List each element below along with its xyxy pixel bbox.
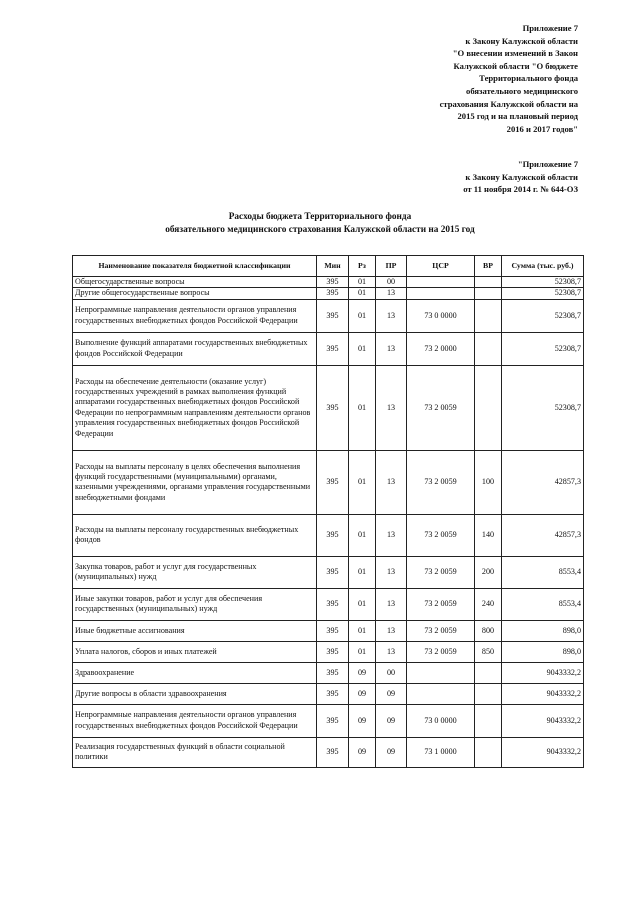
cell-csr xyxy=(407,683,475,704)
budget-table xyxy=(72,255,584,768)
cell-name: Реализация государственных функций в области социальной политики xyxy=(73,737,317,767)
cell-rz: 09 xyxy=(349,737,376,767)
table-row xyxy=(73,288,584,299)
cell-rz: 01 xyxy=(349,620,376,641)
cell-name: Другие вопросы в области здравоохранения xyxy=(73,683,317,704)
cell-name: Расходы на выплаты персоналу государственных внебюджетных фондов xyxy=(73,514,317,556)
cell-vr: 100 xyxy=(475,450,502,514)
table-row xyxy=(73,641,584,662)
cell-vr xyxy=(475,299,502,332)
cell-min: 395 xyxy=(317,332,349,365)
cell-pr: 13 xyxy=(376,514,407,556)
cell-csr: 73 1 0000 xyxy=(407,737,475,767)
table-row xyxy=(73,277,584,288)
appendix-line: обязательного медицинского xyxy=(466,85,578,96)
cell-rz: 01 xyxy=(349,277,376,288)
title-line-2: обязательного медицинского страхования Калужской области на 2015 год xyxy=(165,225,475,235)
appendix-line: "О внесении изменений в Закон xyxy=(452,48,578,59)
cell-rz: 01 xyxy=(349,556,376,588)
cell-min: 395 xyxy=(317,620,349,641)
cell-rz: 01 xyxy=(349,288,376,299)
table-row xyxy=(73,737,584,767)
cell-pr: 13 xyxy=(376,332,407,365)
cell-sum: 52308,7 xyxy=(502,299,584,332)
cell-sum: 9043332,2 xyxy=(502,662,584,683)
table-row xyxy=(73,588,584,620)
cell-sum: 9043332,2 xyxy=(502,737,584,767)
cell-min: 395 xyxy=(317,288,349,299)
cell-min: 395 xyxy=(317,641,349,662)
cell-vr: 800 xyxy=(475,620,502,641)
cell-name: Непрограммные направления деятельности органов управления государственных внебюджетных фондов Российской Федерации xyxy=(73,299,317,332)
cell-pr: 09 xyxy=(376,737,407,767)
cell-csr: 73 2 0000 xyxy=(407,332,475,365)
cell-csr: 73 2 0059 xyxy=(407,514,475,556)
cell-name: Закупка товаров, работ и услуг для государственных (муниципальных) нужд xyxy=(73,556,317,588)
table-row xyxy=(73,299,584,332)
cell-sum: 8553,4 xyxy=(502,556,584,588)
cell-min: 395 xyxy=(317,662,349,683)
cell-min: 395 xyxy=(317,514,349,556)
table-row xyxy=(73,662,584,683)
cell-pr: 13 xyxy=(376,365,407,450)
cell-rz: 01 xyxy=(349,332,376,365)
table-row xyxy=(73,683,584,704)
cell-vr xyxy=(475,737,502,767)
cell-vr xyxy=(475,288,502,299)
cell-sum: 52308,7 xyxy=(502,277,584,288)
cell-sum: 9043332,2 xyxy=(502,683,584,704)
cell-vr: 200 xyxy=(475,556,502,588)
cell-csr: 73 2 0059 xyxy=(407,641,475,662)
cell-vr xyxy=(475,704,502,737)
cell-csr xyxy=(407,288,475,299)
cell-sum: 8553,4 xyxy=(502,588,584,620)
cell-rz: 09 xyxy=(349,662,376,683)
cell-name: Расходы на выплаты персоналу в целях обеспечения выполнения функций государственными (муниципальными) органами, казенными учреждениями, органами управления государственными внебюджетными фондами xyxy=(73,450,317,514)
table-row xyxy=(73,332,584,365)
cell-rz: 01 xyxy=(349,299,376,332)
cell-min: 395 xyxy=(317,683,349,704)
appendix-line: к Закону Калужской области xyxy=(465,171,578,182)
cell-min: 395 xyxy=(317,277,349,288)
cell-pr: 13 xyxy=(376,641,407,662)
cell-name: Иные бюджетные ассигнования xyxy=(73,620,317,641)
cell-vr: 140 xyxy=(475,514,502,556)
cell-pr: 13 xyxy=(376,299,407,332)
cell-csr: 73 0 0000 xyxy=(407,299,475,332)
table-row xyxy=(73,620,584,641)
header-csr: ЦСР xyxy=(407,256,475,277)
appendix-header-original xyxy=(463,158,578,196)
appendix-line: от 11 ноября 2014 г. № 644-ОЗ xyxy=(463,184,578,195)
cell-name: Расходы на обеспечение деятельности (оказание услуг) государственных учреждений в рамках выполнения функций аппаратами государственных внебюджетных фондов Российской Федерации по непрограммным направлениям деятельности органов управления государственных внебюджетных фондов Российской Федерации xyxy=(73,365,317,450)
cell-pr: 13 xyxy=(376,588,407,620)
appendix-line: Приложение 7 xyxy=(522,23,578,33)
cell-vr: 240 xyxy=(475,588,502,620)
header-pr: ПР xyxy=(376,256,407,277)
appendix-line: страхования Калужской области на xyxy=(439,98,578,109)
cell-rz: 09 xyxy=(349,704,376,737)
cell-min: 395 xyxy=(317,556,349,588)
header-name: Наименование показателя бюджетной классификации xyxy=(73,256,317,277)
cell-sum: 52308,7 xyxy=(502,332,584,365)
cell-rz: 01 xyxy=(349,450,376,514)
cell-csr: 73 2 0059 xyxy=(407,588,475,620)
cell-csr: 73 0 0000 xyxy=(407,704,475,737)
table-row xyxy=(73,365,584,450)
appendix-line: Калужской области "О бюджете xyxy=(453,60,578,71)
cell-sum: 42857,3 xyxy=(502,514,584,556)
cell-vr xyxy=(475,662,502,683)
cell-csr: 73 2 0059 xyxy=(407,450,475,514)
cell-vr xyxy=(475,365,502,450)
cell-pr: 09 xyxy=(376,704,407,737)
cell-min: 395 xyxy=(317,365,349,450)
table-header-row xyxy=(73,256,584,277)
cell-name: Уплата налогов, сборов и иных платежей xyxy=(73,641,317,662)
cell-name: Выполнение функций аппаратами государственных внебюджетных фондов Российской Федерации xyxy=(73,332,317,365)
cell-min: 395 xyxy=(317,704,349,737)
cell-sum: 52308,7 xyxy=(502,288,584,299)
cell-pr: 13 xyxy=(376,620,407,641)
cell-name: Непрограммные направления деятельности органов управления государственных внебюджетных фондов Российской Федерации xyxy=(73,704,317,737)
cell-rz: 01 xyxy=(349,514,376,556)
cell-pr: 00 xyxy=(376,277,407,288)
cell-pr: 13 xyxy=(376,450,407,514)
cell-name: Иные закупки товаров, работ и услуг для обеспечения государственных (муниципальных) нужд xyxy=(73,588,317,620)
cell-name: Другие общегосударственные вопросы xyxy=(73,288,317,299)
cell-pr: 00 xyxy=(376,662,407,683)
cell-vr: 850 xyxy=(475,641,502,662)
cell-csr: 73 2 0059 xyxy=(407,556,475,588)
table-row xyxy=(73,556,584,588)
cell-csr xyxy=(407,662,475,683)
cell-csr xyxy=(407,277,475,288)
cell-pr: 09 xyxy=(376,683,407,704)
cell-min: 395 xyxy=(317,737,349,767)
cell-rz: 01 xyxy=(349,588,376,620)
cell-sum: 898,0 xyxy=(502,620,584,641)
cell-name: Здравоохранение xyxy=(73,662,317,683)
header-rz: Рз xyxy=(349,256,376,277)
appendix-line: к Закону Калужской области xyxy=(465,35,578,46)
cell-min: 395 xyxy=(317,299,349,332)
cell-vr xyxy=(475,277,502,288)
table-row xyxy=(73,704,584,737)
cell-rz: 01 xyxy=(349,641,376,662)
cell-csr: 73 2 0059 xyxy=(407,365,475,450)
appendix-line: 2016 и 2017 годов" xyxy=(506,123,578,134)
table-row xyxy=(73,450,584,514)
cell-pr: 13 xyxy=(376,288,407,299)
cell-sum: 52308,7 xyxy=(502,365,584,450)
appendix-header xyxy=(440,22,578,135)
cell-rz: 09 xyxy=(349,683,376,704)
cell-sum: 9043332,2 xyxy=(502,704,584,737)
cell-sum: 42857,3 xyxy=(502,450,584,514)
appendix-line: Территориального фонда xyxy=(479,73,578,84)
cell-csr: 73 2 0059 xyxy=(407,620,475,641)
appendix-line: 2015 год и на плановый период xyxy=(457,111,578,122)
cell-name: Общегосударственные вопросы xyxy=(73,277,317,288)
header-sum: Сумма (тыс. руб.) xyxy=(502,256,584,277)
title-line-1: Расходы бюджета Территориального фонда xyxy=(228,212,412,222)
header-vr: ВР xyxy=(475,256,502,277)
cell-min: 395 xyxy=(317,450,349,514)
cell-rz: 01 xyxy=(349,365,376,450)
table-row xyxy=(73,514,584,556)
cell-sum: 898,0 xyxy=(502,641,584,662)
header-min: Мин xyxy=(317,256,349,277)
cell-pr: 13 xyxy=(376,556,407,588)
cell-vr xyxy=(475,332,502,365)
cell-vr xyxy=(475,683,502,704)
cell-min: 395 xyxy=(317,588,349,620)
document-title xyxy=(0,211,640,237)
appendix-line: "Приложение 7 xyxy=(517,159,578,169)
